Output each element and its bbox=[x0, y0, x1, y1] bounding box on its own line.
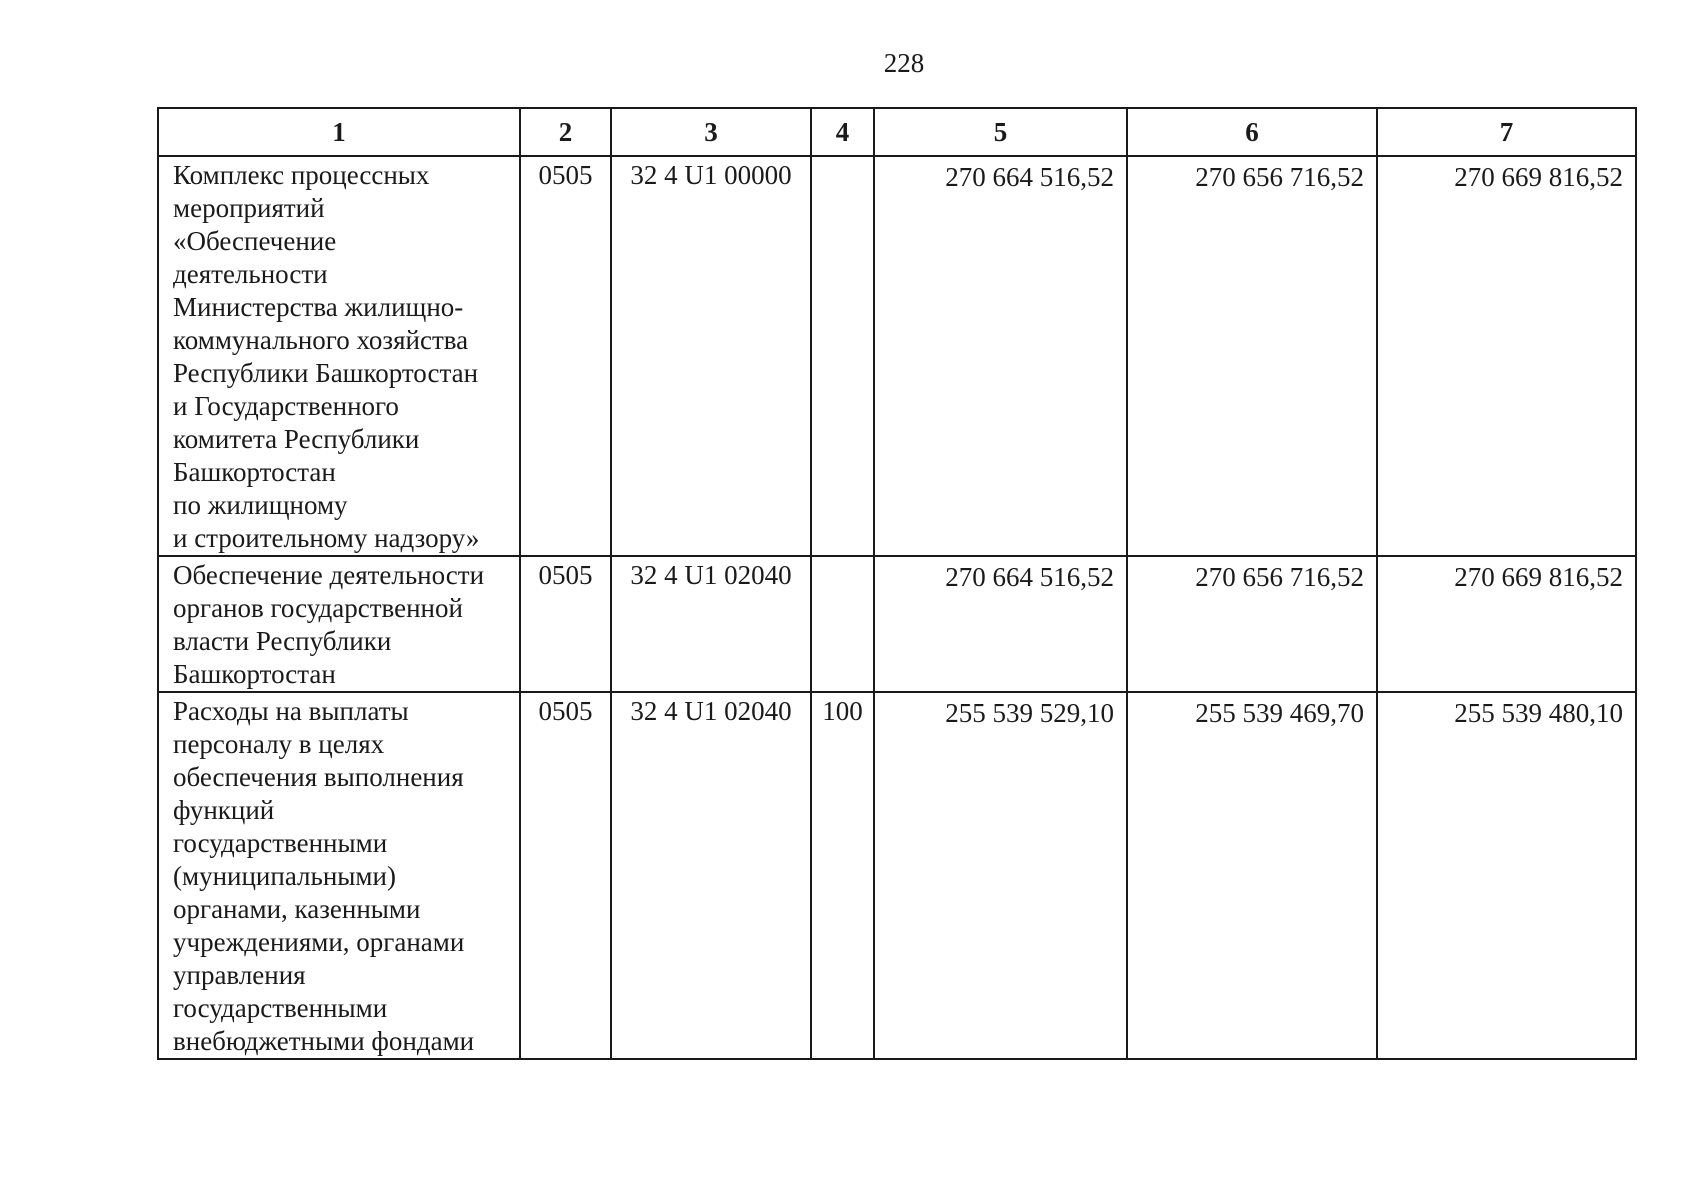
header-col-2: 2 bbox=[520, 108, 611, 156]
section-code-cell: 0505 bbox=[520, 156, 611, 556]
amount-cell-6: 255 539 469,70 bbox=[1127, 692, 1377, 1059]
name-line: управления bbox=[173, 960, 306, 990]
name-line: (муниципальными) bbox=[173, 861, 396, 891]
target-code-cell: 32 4 U1 02040 bbox=[611, 556, 811, 692]
budget-table bbox=[157, 107, 1637, 1060]
amount-cell-6: 270 656 716,52 bbox=[1127, 156, 1377, 556]
header-col-6: 6 bbox=[1127, 108, 1377, 156]
table-row bbox=[158, 156, 1636, 556]
name-line: обеспечения выполнения bbox=[173, 762, 464, 792]
name-line: Расходы на выплаты bbox=[173, 696, 409, 726]
header-col-7: 7 bbox=[1377, 108, 1636, 156]
name-line: и строительному надзору» bbox=[173, 523, 480, 553]
name-line: Башкортостан bbox=[173, 659, 336, 689]
section-code-cell: 0505 bbox=[520, 556, 611, 692]
amount-cell-5: 270 664 516,52 bbox=[874, 156, 1127, 556]
header-col-3: 3 bbox=[611, 108, 811, 156]
row-name-cell bbox=[158, 692, 520, 1059]
name-line: государственными bbox=[173, 993, 388, 1023]
row-name-cell bbox=[158, 156, 520, 556]
name-line: Министерства жилищно- bbox=[173, 292, 464, 322]
expense-type-cell bbox=[811, 556, 874, 692]
budget-table-container bbox=[157, 107, 1635, 1060]
expense-type-cell bbox=[811, 156, 874, 556]
name-line: Комплекс процессных bbox=[173, 160, 430, 190]
target-code-cell: 32 4 U1 02040 bbox=[611, 692, 811, 1059]
amount-cell-7: 255 539 480,10 bbox=[1377, 692, 1636, 1059]
amount-cell-5: 270 664 516,52 bbox=[874, 556, 1127, 692]
name-line: власти Республики bbox=[173, 626, 392, 656]
header-col-4: 4 bbox=[811, 108, 874, 156]
name-line: внебюджетными фондами bbox=[173, 1026, 475, 1056]
table-row bbox=[158, 556, 1636, 692]
name-line: учреждениями, органами bbox=[173, 927, 465, 957]
name-line: органами, казенными bbox=[173, 894, 421, 924]
section-code-cell: 0505 bbox=[520, 692, 611, 1059]
table-row bbox=[158, 692, 1636, 1059]
target-code-cell: 32 4 U1 00000 bbox=[611, 156, 811, 556]
header-col-1: 1 bbox=[158, 108, 520, 156]
name-line: функций bbox=[173, 795, 275, 825]
name-line: по жилищному bbox=[173, 490, 348, 520]
page-number: 228 bbox=[883, 48, 925, 78]
name-line: Республики Башкортостан bbox=[173, 358, 479, 388]
name-line: государственными bbox=[173, 828, 388, 858]
expense-type-cell: 100 bbox=[811, 692, 874, 1059]
name-line: и Государственного bbox=[173, 391, 399, 421]
amount-cell-5: 255 539 529,10 bbox=[874, 692, 1127, 1059]
name-line: органов государственной bbox=[173, 593, 463, 623]
header-row bbox=[158, 108, 1636, 156]
header-col-5: 5 bbox=[874, 108, 1127, 156]
name-line: коммунального хозяйства bbox=[173, 325, 469, 355]
name-line: Башкортостан bbox=[173, 457, 336, 487]
amount-cell-7: 270 669 816,52 bbox=[1377, 156, 1636, 556]
row-name-cell bbox=[158, 556, 520, 692]
name-line: деятельности bbox=[173, 259, 328, 289]
amount-cell-7: 270 669 816,52 bbox=[1377, 556, 1636, 692]
name-line: персоналу в целях bbox=[173, 729, 385, 759]
name-line: Обеспечение деятельности bbox=[173, 560, 485, 590]
name-line: мероприятий bbox=[173, 193, 325, 223]
name-line: комитета Республики bbox=[173, 424, 420, 454]
name-line: «Обеспечение bbox=[173, 226, 337, 256]
amount-cell-6: 270 656 716,52 bbox=[1127, 556, 1377, 692]
